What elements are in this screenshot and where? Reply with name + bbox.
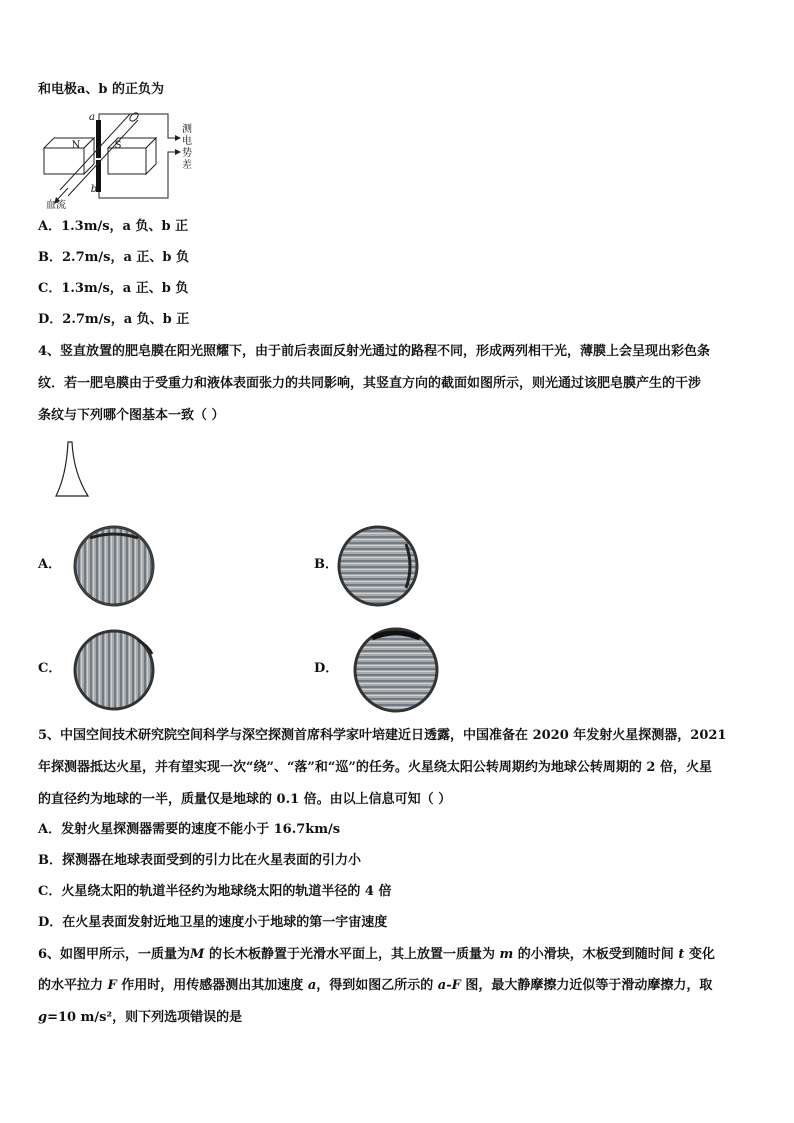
q5-option-a[interactable]: A．发射火星探测器需要的速度不能小于 16.7km/s bbox=[38, 822, 341, 837]
var-a-F: a-F bbox=[437, 978, 461, 993]
soap-film-cross-section bbox=[52, 440, 92, 500]
q4-option-c-label[interactable]: C． bbox=[38, 661, 62, 676]
q4-stem: 4、竖直放置的肥皂膜在阳光照耀下，由于前后表面反射光通过的路程不同，形成两列相干光，薄膜上会呈现出彩色条 纹．若一肥皂膜由于受重力和液体表面张力的共同影响，其竖直方向的截面如图所示，则光通过该肥皂膜产生的干涉 条纹与下列哪个图基本一致（ ） bbox=[38, 344, 711, 423]
var-t: t bbox=[678, 947, 685, 962]
var-F: F bbox=[107, 978, 117, 993]
var-m: m bbox=[499, 947, 514, 962]
q6-stem-line-1: 6、如图甲所示，一质量为M 的长木板静置于光滑水平面上，其上放置一质量为 m 的小滑块，木板受到随时间 t 变化 bbox=[38, 947, 715, 962]
var-g: g bbox=[38, 1010, 48, 1025]
q3-option-d[interactable]: D．2.7m/s，a 负、b 正 bbox=[38, 312, 190, 327]
q4-option-a-label[interactable]: A． bbox=[38, 557, 62, 572]
q5-stem: 5、中国空间技术研究院空间科学与深空探测首席科学家叶培建近日透露，中国准备在 2020 年发射火星探测器，2021 年探测器抵达火星，并有望实现一次“绕”、“落”和“巡”的任务。火星绕太阳公转周期约为地球公转周期的 2 倍，火星 的直径约为地球的一半，质量仅是地球的 0.1 倍。由以上信息可知（ ） bbox=[38, 728, 727, 807]
q3-option-a[interactable]: A．1.3m/s，a 负、b 正 bbox=[38, 219, 189, 234]
q3-option-b[interactable]: B．2.7m/s，a 正、b 负 bbox=[38, 250, 190, 265]
var-a: a bbox=[307, 978, 317, 993]
q4-option-b-fringes[interactable] bbox=[336, 524, 420, 608]
electrode-a-label: a bbox=[89, 112, 95, 123]
measure-voltage-label: 测 电 势 差 bbox=[182, 124, 192, 171]
q5-option-d[interactable]: D．在火星表面发射近地卫星的速度小于地球的第一宇宙速度 bbox=[38, 915, 388, 930]
q4-option-d-fringes[interactable] bbox=[352, 626, 440, 714]
q3-intro: 和电极a、b 的正负为 bbox=[38, 82, 165, 97]
electrode-b-label: b bbox=[90, 184, 98, 195]
var-M: M bbox=[190, 947, 205, 962]
q3-option-c[interactable]: C．1.3m/s，a 正、b 负 bbox=[38, 281, 189, 296]
q4-option-c-fringes[interactable] bbox=[72, 628, 156, 712]
q4-option-b-label[interactable]: B． bbox=[314, 557, 338, 572]
q4-option-a-fringes[interactable] bbox=[72, 524, 156, 608]
q5-option-b[interactable]: B．探测器在地球表面受到的引力比在火星表面的引力小 bbox=[38, 853, 362, 868]
q5-option-c[interactable]: C．火星绕太阳的轨道半径约为地球绕太阳的轨道半径的 4 倍 bbox=[38, 884, 392, 899]
blood-flow-label: 血流 bbox=[46, 200, 66, 211]
q6-stem-line-2: 的水平拉力 F 作用时，用传感器测出其加速度 a，得到如图乙所示的 a-F 图，最大静摩擦力近似等于滑动摩擦力，取 bbox=[38, 978, 713, 993]
pole-n-label: N bbox=[71, 140, 81, 151]
pole-s-label: S bbox=[114, 140, 122, 151]
electrode-a bbox=[96, 120, 101, 158]
q4-option-d-label[interactable]: D． bbox=[314, 661, 339, 676]
q6-stem-line-3: g=10 m/s²，则下列选项错误的是 bbox=[38, 1010, 243, 1025]
